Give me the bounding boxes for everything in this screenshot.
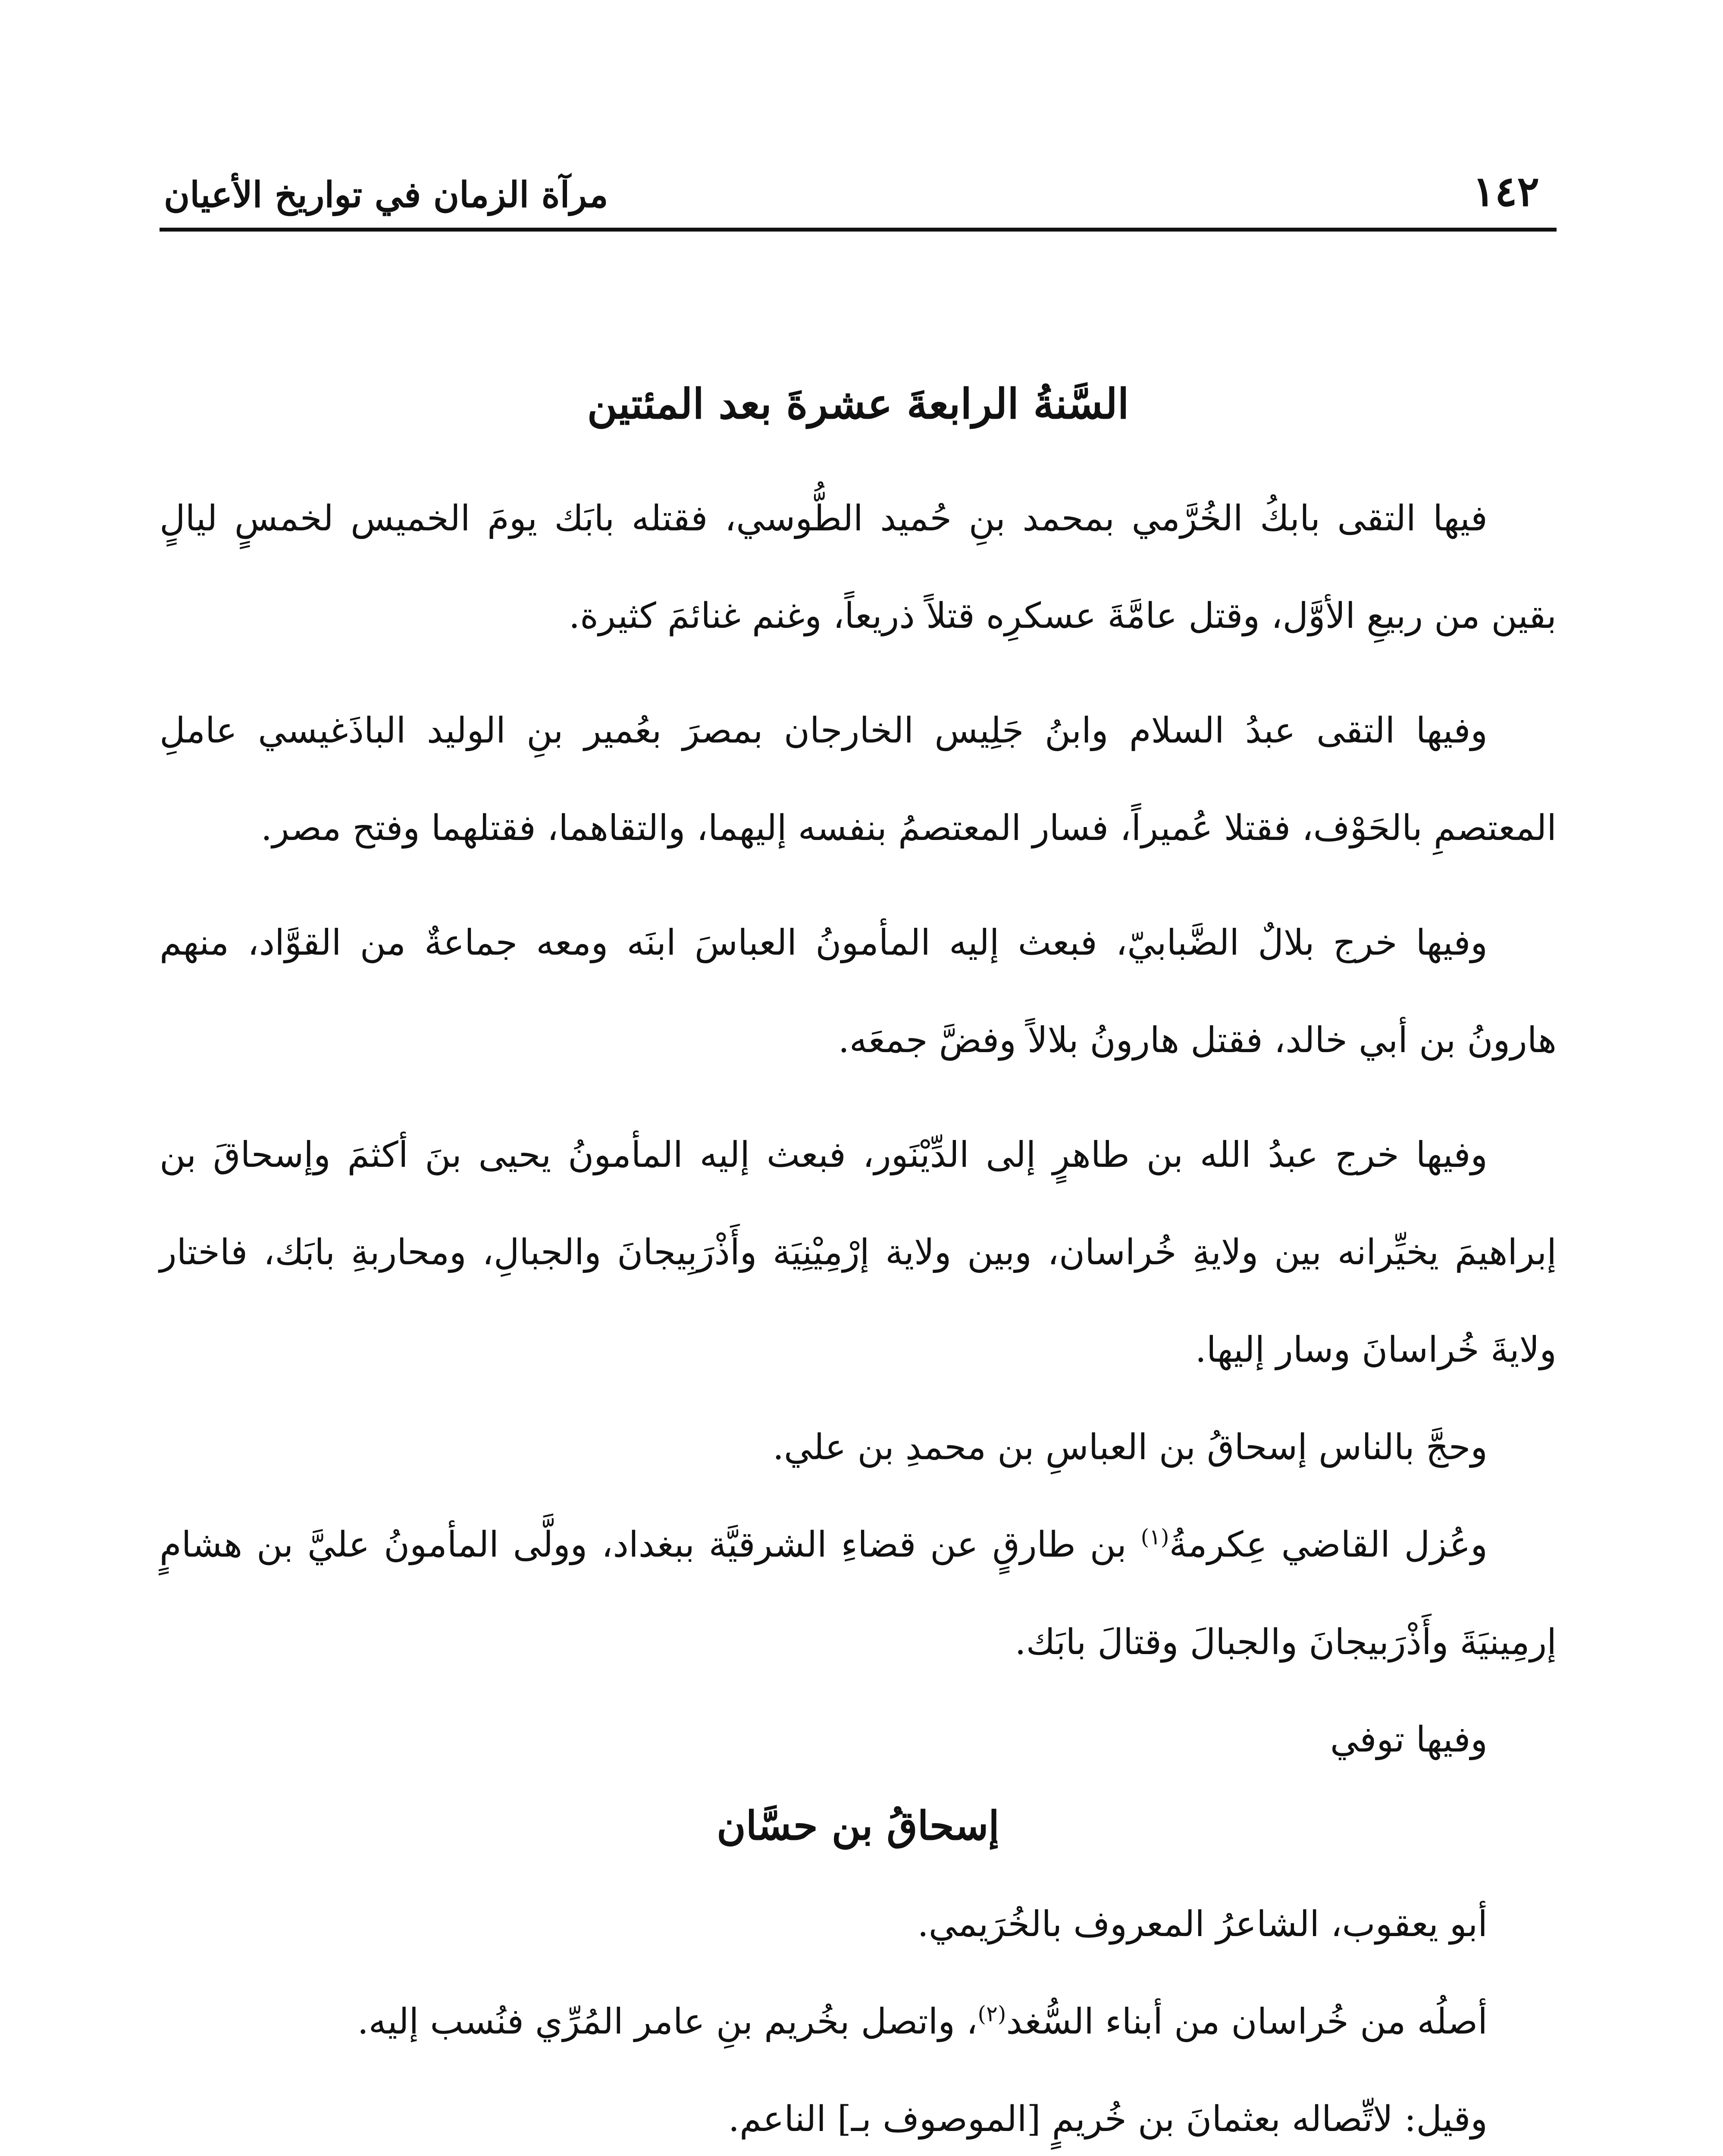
text-span: ، واتصل بخُريم بنِ عامر المُرِّي فنُسب إليه. — [357, 2001, 978, 2042]
died-line: وفيها توفي — [1330, 1719, 1488, 1760]
paragraph: وفيها خرج بلالٌ الضَّبابيّ، فبعث إليه المأمونُ العباسَ ابنَه ومعه جماعةٌ من القوَّاد، منهم هارونُ بن أبي خالد، فقتل هارونُ بلالاً وفضَّ جمعَه. — [160, 922, 1557, 1061]
text-span: وعُزل القاضي عِكرمةُ — [1169, 1524, 1488, 1565]
text-span: أصلُه من خُراسان من أبناء السُّغد — [1006, 2001, 1488, 2042]
paragraph: فيها التقى بابكُ الخُرَّمي بمحمد بنِ حُميد الطُّوسي، فقتله بابَك يومَ الخميس لخمسٍ ليالٍ بقين من ربيعِ الأوَّل، وقتل عامَّةَ عسكرِه قتلاً ذريعاً، وغنم غنائمَ كثيرة. — [160, 498, 1557, 636]
paragraph-with-footnote-1 — [160, 1496, 1557, 1691]
text-span: بن طارقٍ عن قضاءِ الشرقيَّة ببغداد، وولَّى المأمونُ عليَّ بن هشامٍ إرمِينيَةَ وأَذْرَبيجانَ والجبالَ وقتالَ بابَك. — [160, 1524, 1557, 1663]
book-page — [160, 0, 1557, 2156]
paragraph: وقيل: لاتِّصاله بعثمانَ بن خُريمٍ [الموصوف بـ] الناعم. — [728, 2099, 1488, 2140]
footnote-marker-2: (٢) — [977, 2001, 1006, 2027]
paragraph: وحجَّ بالناس إسحاقُ بن العباسِ بن محمدِ بن علي. — [772, 1427, 1488, 1468]
header-rule — [160, 228, 1557, 232]
paragraph: أبو يعقوب، الشاعرُ المعروف بالخُرَيمي. — [917, 1904, 1488, 1945]
paragraph-with-footnote-2 — [160, 1973, 1557, 2071]
paragraph: وفيها التقى عبدُ السلام وابنُ جَلِيس الخارجان بمصرَ بعُمير بنِ الوليد الباذَغيسي عاملِ المعتصمِ بالحَوْف، فقتلا عُميراً، فسار المعتصمُ بنفسه إليهما، والتقاهما، فقتلهما وفتح مصر. — [160, 710, 1557, 849]
biography-text — [160, 1876, 1557, 2156]
page-number: ١٤٢ — [1472, 167, 1539, 216]
year-heading: السَّنةُ الرابعةَ عشرةَ بعد المئتين — [587, 379, 1129, 428]
footnote-marker-1: (١) — [1140, 1524, 1169, 1550]
year-events-text — [160, 470, 1557, 1789]
running-title: مرآة الزمان في تواريخ الأعيان — [164, 174, 608, 216]
biography-heading: إسحاقُ بن حسَّان — [717, 1802, 999, 1849]
paragraph: وفيها خرج عبدُ الله بن طاهرٍ إلى الدِّيْنَور، فبعث إليه المأمونُ يحيى بنَ أكثمَ وإسحاقَ بن إبراهيمَ يخيِّرانه بين ولايةِ خُراسان، وبين ولاية إرْمِيْنِيَة وأَذْرَبِيجانَ والجبالِ، ومحاربةِ بابَك، فاختار ولايةَ خُراسانَ وسار إليها. — [160, 1134, 1557, 1370]
page-header — [160, 142, 1557, 216]
